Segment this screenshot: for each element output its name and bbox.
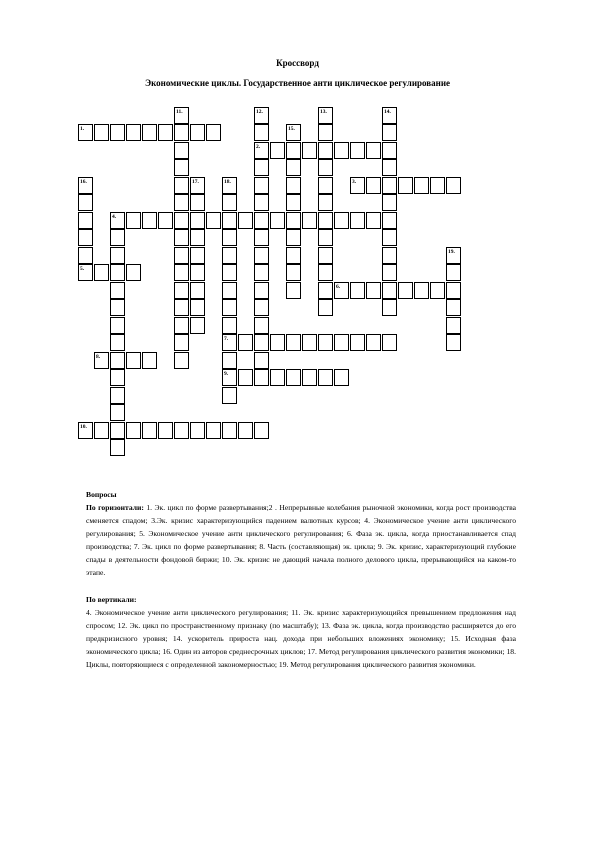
- crossword-cell[interactable]: [414, 177, 429, 194]
- crossword-cell[interactable]: [206, 422, 221, 439]
- crossword-cell[interactable]: [382, 159, 397, 176]
- clue-number-h9: 9.: [224, 371, 229, 377]
- crossword-cell[interactable]: [110, 404, 125, 421]
- horizontal-clues: [86, 501, 516, 579]
- crossword-cell[interactable]: [110, 229, 125, 246]
- crossword-cell[interactable]: [174, 124, 189, 141]
- clue-number-v11: 11.: [176, 108, 183, 115]
- crossword-cell[interactable]: [222, 212, 237, 229]
- crossword-cell[interactable]: [286, 229, 301, 246]
- crossword-cell[interactable]: [382, 124, 397, 141]
- crossword-cell[interactable]: [366, 212, 381, 229]
- crossword-cell[interactable]: [254, 229, 269, 246]
- crossword-cell[interactable]: [254, 194, 269, 211]
- horizontal-clues-text: 1. Эк. цикл по форме развертывания;2 . Непрерывные колебания рыночной экономики, когда рост производства сменяется спадом; 3.Эк. кризис характеризующийся падением валютных курсов; 4. Экономическое учение анти циклического регулирования; 5. Экономическое учение анти циклического регулирования; 6. Фаза эк. цикла, когда приостанавливается спад производства; 7. Эк. цикл по форме развертывания; 8. Часть (составляющая) эк. цикла; 9. Эк. кризис, характеризующий глубокие спады в деятельности фондовой биржи; 10. Эк. кризис не дающий начала полного делового цикла, прерывающийся на каком-то этапе.: [86, 503, 516, 577]
- crossword-cell[interactable]: [238, 369, 253, 386]
- crossword-cell[interactable]: [110, 334, 125, 351]
- crossword-cell[interactable]: [142, 212, 157, 229]
- crossword-cell[interactable]: [350, 142, 365, 159]
- crossword-cell[interactable]: [206, 212, 221, 229]
- crossword-cell[interactable]: [94, 264, 109, 281]
- crossword-cell[interactable]: [222, 229, 237, 246]
- crossword-cell[interactable]: [190, 282, 205, 299]
- crossword-cell[interactable]: [254, 299, 269, 316]
- crossword-cell[interactable]: [110, 369, 125, 386]
- crossword-cell[interactable]: [94, 422, 109, 439]
- crossword-cell[interactable]: [238, 212, 253, 229]
- crossword-cell[interactable]: [190, 124, 205, 141]
- crossword-cell[interactable]: [334, 212, 349, 229]
- crossword-cell[interactable]: [430, 177, 445, 194]
- clue-number-v12: 12.: [256, 108, 263, 115]
- crossword-cell[interactable]: [382, 282, 397, 299]
- crossword-cell[interactable]: [222, 317, 237, 334]
- crossword-cell[interactable]: [174, 212, 189, 229]
- crossword-cell[interactable]: [334, 334, 349, 351]
- crossword-cell[interactable]: [254, 159, 269, 176]
- crossword-cell[interactable]: [398, 282, 413, 299]
- crossword-cell[interactable]: [158, 422, 173, 439]
- crossword-cell[interactable]: [222, 264, 237, 281]
- crossword-cell[interactable]: [126, 352, 141, 369]
- crossword-cell[interactable]: [254, 124, 269, 141]
- crossword-cell[interactable]: [190, 299, 205, 316]
- crossword-cell[interactable]: [366, 177, 381, 194]
- crossword-cell[interactable]: [222, 352, 237, 369]
- crossword-cell[interactable]: [350, 282, 365, 299]
- crossword-cell[interactable]: [382, 142, 397, 159]
- questions-heading: Вопросы: [86, 490, 117, 499]
- crossword-cell[interactable]: [334, 369, 349, 386]
- crossword-cell[interactable]: [190, 247, 205, 264]
- crossword-cell[interactable]: [110, 439, 125, 456]
- crossword-cell[interactable]: [318, 369, 333, 386]
- crossword-cell[interactable]: [446, 264, 461, 281]
- crossword-cell[interactable]: [318, 229, 333, 246]
- vertical-label: По вертикали:: [86, 595, 137, 604]
- crossword-cell[interactable]: [254, 247, 269, 264]
- crossword-cell[interactable]: [78, 194, 93, 211]
- crossword-cell[interactable]: [302, 334, 317, 351]
- crossword-cell[interactable]: [126, 422, 141, 439]
- crossword-cell[interactable]: [126, 124, 141, 141]
- page-subtitle: Экономические циклы. Государственное анти циклическое регулирование: [144, 78, 451, 88]
- crossword-cell[interactable]: [110, 299, 125, 316]
- clue-number-v18: 18.: [224, 178, 231, 185]
- clue-number-h5: 5.: [80, 266, 85, 272]
- crossword-cell[interactable]: [254, 422, 269, 439]
- crossword-cell[interactable]: [446, 299, 461, 316]
- crossword-cell[interactable]: [158, 212, 173, 229]
- crossword-cell[interactable]: [382, 264, 397, 281]
- crossword-cell[interactable]: [382, 229, 397, 246]
- crossword-cell[interactable]: [398, 177, 413, 194]
- crossword-cell[interactable]: [254, 317, 269, 334]
- crossword-cell[interactable]: [238, 422, 253, 439]
- crossword-cell[interactable]: [286, 159, 301, 176]
- clue-number-v13: 13.: [320, 108, 327, 115]
- crossword-cell[interactable]: [286, 264, 301, 281]
- crossword-cell[interactable]: [286, 282, 301, 299]
- clue-number-h3: 3.: [352, 178, 357, 185]
- crossword-cell[interactable]: [318, 212, 333, 229]
- crossword-cell[interactable]: [174, 352, 189, 369]
- clue-number-h4: 4.: [112, 213, 117, 220]
- crossword-cell[interactable]: [190, 317, 205, 334]
- crossword-cell[interactable]: [110, 264, 125, 281]
- crossword-cell[interactable]: [78, 247, 93, 264]
- crossword-cell[interactable]: [286, 334, 301, 351]
- crossword-cell[interactable]: [350, 212, 365, 229]
- crossword-cell[interactable]: [366, 334, 381, 351]
- crossword-cell[interactable]: [318, 299, 333, 316]
- crossword-cell[interactable]: [174, 142, 189, 159]
- clue-number-v14: 14.: [384, 108, 391, 115]
- crossword-cell[interactable]: [126, 264, 141, 281]
- clue-number-v15: 15.: [288, 126, 295, 132]
- crossword-cell[interactable]: [414, 282, 429, 299]
- crossword-cell[interactable]: [174, 264, 189, 281]
- crossword-cell[interactable]: [190, 422, 205, 439]
- crossword-cell[interactable]: [318, 282, 333, 299]
- crossword-cell[interactable]: [254, 212, 269, 229]
- clue-number-v17: 17.: [192, 178, 199, 185]
- crossword-cell[interactable]: [142, 422, 157, 439]
- crossword-cell[interactable]: [382, 299, 397, 316]
- crossword-cell[interactable]: [286, 194, 301, 211]
- crossword-cell[interactable]: [238, 334, 253, 351]
- crossword-cell[interactable]: [318, 177, 333, 194]
- vertical-clues: [86, 606, 516, 671]
- clue-number-v16: 16.: [80, 178, 87, 185]
- crossword-cell[interactable]: [190, 229, 205, 246]
- crossword-cell[interactable]: [254, 369, 269, 386]
- crossword-cell[interactable]: [190, 212, 205, 229]
- crossword-cell[interactable]: [286, 369, 301, 386]
- crossword-cell[interactable]: [254, 334, 269, 351]
- crossword-cell[interactable]: [270, 142, 285, 159]
- crossword-cell[interactable]: [222, 299, 237, 316]
- crossword-cell[interactable]: [270, 334, 285, 351]
- crossword-cell[interactable]: [270, 369, 285, 386]
- clue-number-h10: 10.: [80, 423, 87, 430]
- crossword-cell[interactable]: [286, 177, 301, 194]
- clue-number-v19: 19.: [448, 248, 455, 255]
- crossword-cell[interactable]: [110, 247, 125, 264]
- crossword-cell[interactable]: [254, 264, 269, 281]
- crossword-cell[interactable]: [382, 334, 397, 351]
- crossword-cell[interactable]: [286, 212, 301, 229]
- crossword-cell[interactable]: [174, 299, 189, 316]
- clue-number-h8: 8.: [96, 353, 101, 360]
- crossword-cell[interactable]: [126, 212, 141, 229]
- page-title: Кроссворд: [276, 58, 319, 68]
- crossword-cell[interactable]: [302, 212, 317, 229]
- crossword-cell[interactable]: [78, 212, 93, 229]
- crossword-cell[interactable]: [286, 247, 301, 264]
- crossword-cell[interactable]: [94, 124, 109, 141]
- crossword-cell[interactable]: [78, 229, 93, 246]
- crossword-cell[interactable]: [382, 212, 397, 229]
- clue-number-h6: 6.: [336, 283, 341, 290]
- crossword-cell[interactable]: [350, 334, 365, 351]
- vertical-clues-text: 4. Экономическое учение анти циклического регулирования; 11. Эк. кризис характеризующийся превышением предложения над спросом; 12. Эк. цикл по пространственному признаку (по масштабу); 13. Фаза эк. цикла, когда производство расширяется до его предкризисного уровня; 14. ускоритель прироста нац. дохода при небольших вложениях экономику; 15. Исходная фаза экономического цикла; 16. Один из авторов среднесрочных циклов; 17. Метод регулирования циклического развития экономики; 18. Циклы, повторяющиеся с определенной закономерностью; 19. Метод регулирования циклического развития экономики.: [86, 608, 516, 669]
- crossword-cell[interactable]: [158, 124, 173, 141]
- crossword-cell[interactable]: [302, 369, 317, 386]
- crossword-cell[interactable]: [286, 142, 301, 159]
- crossword-cell[interactable]: [382, 194, 397, 211]
- crossword-cell[interactable]: [110, 387, 125, 404]
- crossword-cell[interactable]: [174, 422, 189, 439]
- horizontal-label: По горизонтали:: [86, 503, 144, 512]
- crossword-cell[interactable]: [110, 282, 125, 299]
- clue-number-h2: 2.: [256, 143, 261, 150]
- crossword-cell[interactable]: [446, 282, 461, 299]
- crossword-cell[interactable]: [382, 247, 397, 264]
- crossword-cell[interactable]: [142, 124, 157, 141]
- crossword-cell[interactable]: [318, 264, 333, 281]
- crossword-cell[interactable]: [366, 282, 381, 299]
- crossword-cell[interactable]: [142, 352, 157, 369]
- crossword-cell[interactable]: [430, 282, 445, 299]
- crossword-cell[interactable]: [110, 317, 125, 334]
- crossword-cell[interactable]: [222, 387, 237, 404]
- crossword-cell[interactable]: [318, 247, 333, 264]
- clue-number-h1: 1.: [80, 126, 85, 132]
- crossword-cell[interactable]: [174, 229, 189, 246]
- crossword-cell[interactable]: [222, 247, 237, 264]
- crossword-cell[interactable]: [110, 352, 125, 369]
- crossword-cell[interactable]: [318, 142, 333, 159]
- crossword-cell[interactable]: [382, 177, 397, 194]
- crossword-cell[interactable]: [174, 317, 189, 334]
- questions-section: [86, 488, 516, 685]
- crossword-cell[interactable]: [206, 124, 221, 141]
- crossword-cell[interactable]: [318, 334, 333, 351]
- crossword-cell[interactable]: [302, 142, 317, 159]
- crossword-cell[interactable]: [254, 177, 269, 194]
- crossword-cell[interactable]: [190, 264, 205, 281]
- crossword-cell[interactable]: [254, 352, 269, 369]
- crossword-cell[interactable]: [110, 124, 125, 141]
- crossword-cell[interactable]: [174, 177, 189, 194]
- crossword-cell[interactable]: [318, 159, 333, 176]
- crossword-cell[interactable]: [222, 422, 237, 439]
- crossword-cell[interactable]: [222, 194, 237, 211]
- crossword-cell[interactable]: [174, 247, 189, 264]
- crossword-cell[interactable]: [270, 212, 285, 229]
- crossword-cell[interactable]: [174, 334, 189, 351]
- crossword-cell[interactable]: [446, 317, 461, 334]
- crossword-cell[interactable]: [222, 282, 237, 299]
- crossword-cell[interactable]: [174, 282, 189, 299]
- crossword-cell[interactable]: [190, 194, 205, 211]
- crossword-cell[interactable]: [318, 124, 333, 141]
- crossword-cell[interactable]: [334, 142, 349, 159]
- clue-number-h7: 7.: [224, 336, 229, 342]
- crossword-cell[interactable]: [446, 177, 461, 194]
- crossword-cell[interactable]: [318, 194, 333, 211]
- crossword-cell[interactable]: [254, 282, 269, 299]
- crossword-cell[interactable]: [174, 159, 189, 176]
- crossword-cell[interactable]: [446, 334, 461, 351]
- crossword-cell[interactable]: [174, 194, 189, 211]
- crossword-cell[interactable]: [366, 142, 381, 159]
- crossword-cell[interactable]: [110, 422, 125, 439]
